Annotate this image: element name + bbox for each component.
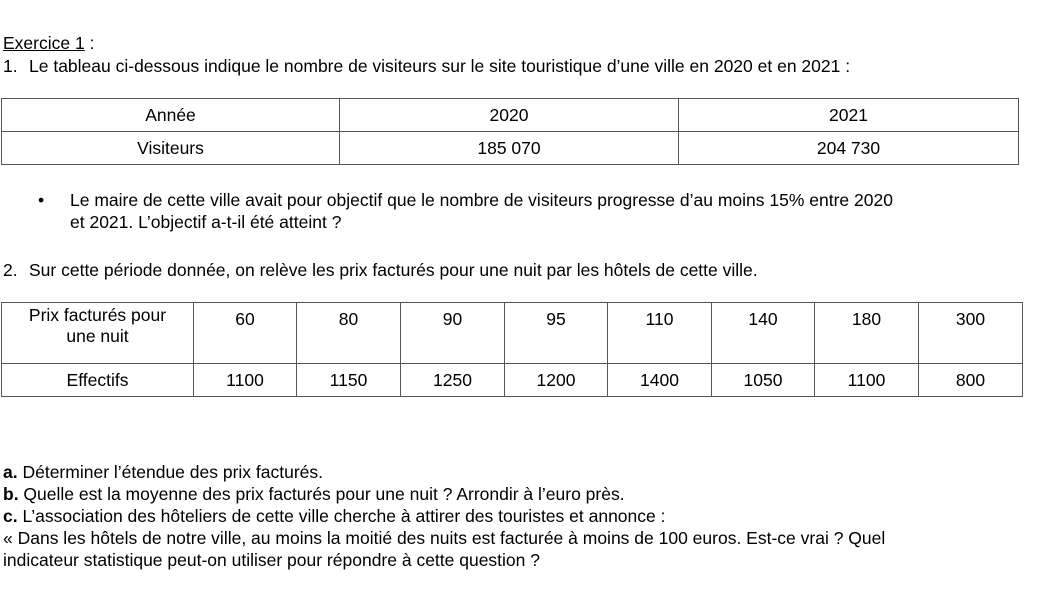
price-cell: 90: [401, 303, 505, 364]
question-1-text: Le tableau ci-dessous indique le nombre de visiteurs sur le site touristique d’une ville en 2020 et en 2021 :: [29, 56, 851, 76]
price-cell: 140: [712, 303, 815, 364]
table-header-cell: Année: [2, 99, 340, 132]
price-cell: 95: [505, 303, 608, 364]
question-2: [3, 259, 758, 281]
quote-line: « Dans les hôtels de notre ville, au moins la moitié des nuits est facturée à moins de 100 euros. Est-ce vrai ? Quel: [3, 528, 886, 548]
table-header-cell: 2020: [340, 99, 679, 132]
sub-question-b: [3, 483, 1043, 505]
table-cell: 204 730: [679, 132, 1019, 165]
exercise-title-suffix: :: [84, 33, 95, 53]
question-1: [3, 55, 850, 77]
bullet-text-line: et 2021. L’objectif a-t-il été atteint ?: [70, 212, 342, 232]
visitors-table: [1, 98, 1019, 165]
question-2-number: 2.: [3, 260, 18, 280]
table-row: [2, 99, 1019, 132]
sub-questions: [3, 461, 1043, 571]
table-row: [2, 303, 1023, 364]
table-row: [2, 132, 1019, 165]
sub-question-c-label: c.: [3, 506, 18, 526]
exercise-title: [3, 32, 94, 54]
sub-question-a-label: a.: [3, 462, 18, 482]
table-row: [2, 364, 1023, 397]
price-cell: 110: [608, 303, 712, 364]
price-cell: 300: [919, 303, 1023, 364]
price-cell: 60: [194, 303, 297, 364]
price-cell: 180: [815, 303, 919, 364]
sub-question-a: [3, 461, 1043, 483]
count-cell: 1100: [815, 364, 919, 397]
exercise-title-label: Exercice 1: [3, 33, 85, 53]
count-cell: 1150: [297, 364, 401, 397]
prices-table: [1, 302, 1023, 397]
table-cell: Visiteurs: [2, 132, 340, 165]
sub-question-b-text: Quelle est la moyenne des prix facturés pour une nuit ? Arrondir à l’euro près.: [18, 484, 625, 504]
price-cell: 80: [297, 303, 401, 364]
sub-question-c: [3, 505, 1043, 527]
count-cell: 800: [919, 364, 1023, 397]
count-cell: 1200: [505, 364, 608, 397]
question-1-number: 1.: [3, 56, 18, 76]
table-row-label-line: Prix facturés pour: [28, 305, 167, 325]
sub-question-b-label: b.: [3, 484, 19, 504]
sub-question-c-text: L’association des hôteliers de cette ville cherche à attirer des touristes et annonce :: [17, 506, 666, 526]
count-cell: 1050: [712, 364, 815, 397]
bullet-item: [38, 189, 1018, 233]
sub-question-a-text: Déterminer l’étendue des prix facturés.: [17, 462, 324, 482]
quote-line: indicateur statistique peut-on utiliser pour répondre à cette question ?: [3, 550, 540, 570]
count-cell: 1400: [608, 364, 712, 397]
count-cell: 1250: [401, 364, 505, 397]
question-2-text: Sur cette période donnée, on relève les prix facturés pour une nuit par les hôtels de cette ville.: [29, 260, 758, 280]
table-row-label: [2, 303, 194, 364]
bullet-icon: •: [38, 190, 45, 210]
table-row-label-line: une nuit: [66, 326, 129, 346]
table-header-cell: 2021: [679, 99, 1019, 132]
count-cell: 1100: [194, 364, 297, 397]
bullet-text-line: Le maire de cette ville avait pour objectif que le nombre de visiteurs progresse d’au moins 15% entre 2020: [70, 190, 893, 210]
table-row-label: Effectifs: [2, 364, 194, 397]
table-cell: 185 070: [340, 132, 679, 165]
